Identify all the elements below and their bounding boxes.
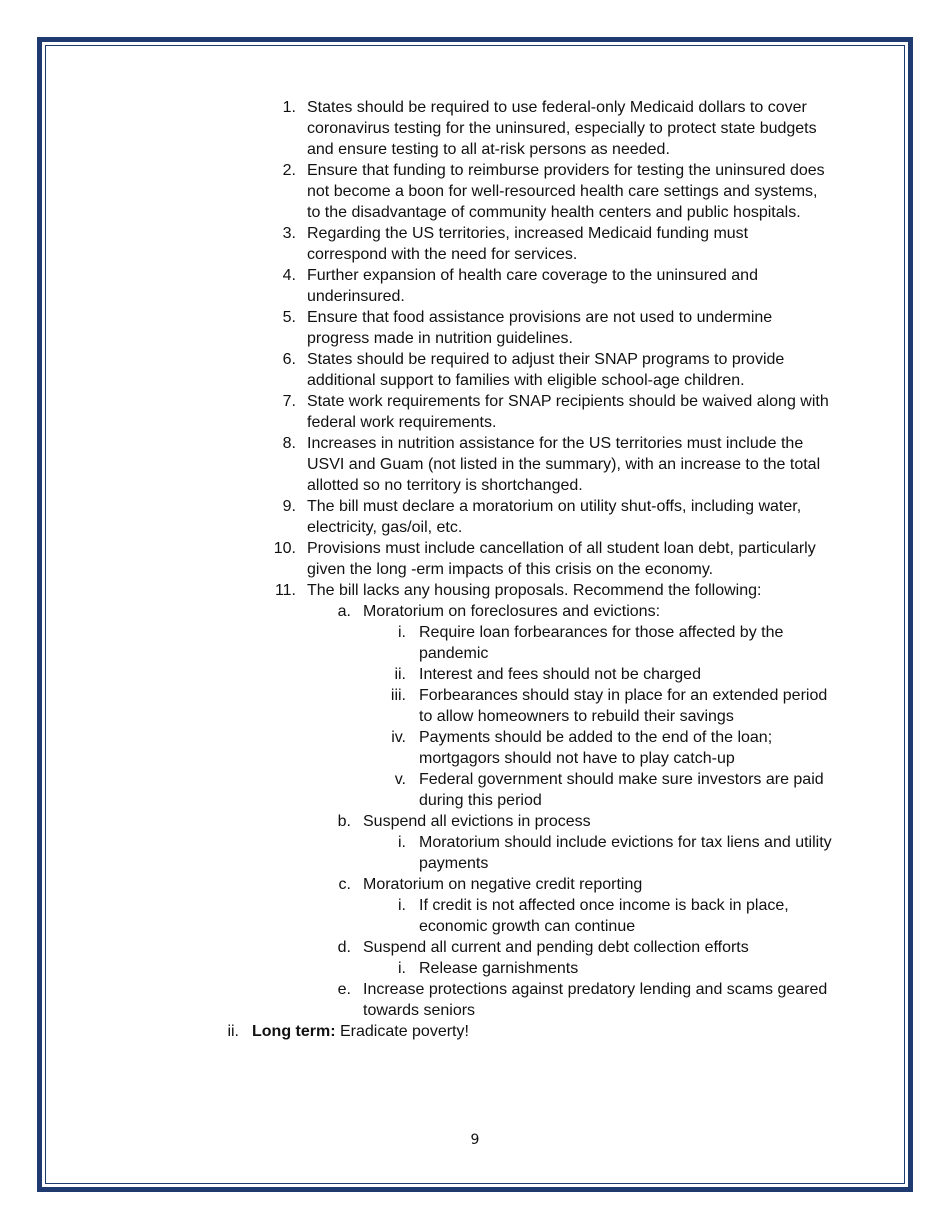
list-item-text: States should be required to use federal-only Medicaid dollars to cover [307, 99, 807, 116]
sublist-item-text: Suspend all evictions in process [363, 813, 591, 830]
list-item-text: electricity, gas/oil, etc. [307, 519, 463, 536]
sublist-item-text: Increase protections against predatory lending and scams geared [363, 981, 828, 998]
list-item-number: 2. [282, 162, 296, 179]
list-item-text: Provisions must include cancellation of all student loan debt, particularly [307, 540, 816, 557]
roman-item-text: Release garnishments [419, 960, 579, 977]
list-item-text: additional support to families with eligible school-age children. [307, 372, 745, 389]
list-item-text: Regarding the US territories, increased Medicaid funding must [307, 225, 749, 242]
list-item-number: 4. [282, 267, 296, 284]
list-item-text: The bill must declare a moratorium on utility shut-offs, including water, [307, 498, 802, 515]
sublist-letter: b. [337, 813, 351, 830]
roman-numeral: i. [398, 960, 406, 977]
sublist-letter: a. [337, 603, 351, 620]
list-item-number: 9. [282, 498, 296, 515]
long-term-label: Long term: [252, 1023, 336, 1040]
roman-numeral: ii. [394, 666, 406, 683]
list-item-number: 7. [282, 393, 296, 410]
roman-item-text: payments [419, 855, 489, 872]
list-item-text: allotted so no territory is shortchanged. [307, 477, 583, 494]
roman-item-text: Interest and fees should not be charged [419, 666, 701, 683]
sublist-letter: c. [338, 876, 351, 893]
roman-item-text: economic growth can continue [419, 918, 636, 935]
roman-item-text: Forbearances should stay in place for an extended period [419, 687, 828, 704]
list-item-number: 6. [282, 351, 296, 368]
roman-item-text: If credit is not affected once income is back in place, [419, 897, 789, 914]
long-term-numeral: ii. [227, 1023, 239, 1040]
roman-item-text: Payments should be added to the end of the loan; [419, 729, 773, 746]
list-item-text: progress made in nutrition guidelines. [307, 330, 573, 347]
sublist-item-text: Moratorium on foreclosures and evictions: [363, 603, 661, 620]
list-item-text: underinsured. [307, 288, 405, 305]
list-item-number: 3. [282, 225, 296, 242]
list-item-text: and ensure testing to all at-risk persons as needed. [307, 141, 670, 158]
sublist-letter: d. [337, 939, 351, 956]
list-item-text: to the disadvantage of community health centers and public hospitals. [307, 204, 801, 221]
list-item-text: correspond with the need for services. [307, 246, 578, 263]
roman-numeral: i. [398, 624, 406, 641]
roman-item-text: Federal government should make sure investors are paid [419, 771, 824, 788]
roman-numeral: iv. [391, 729, 406, 746]
list-item-text: federal work requirements. [307, 414, 497, 431]
list-item-text: Ensure that food assistance provisions are not used to undermine [307, 309, 773, 326]
sublist-letter: e. [337, 981, 351, 998]
roman-item-text: Moratorium should include evictions for tax liens and utility [419, 834, 832, 851]
roman-numeral: v. [394, 771, 406, 788]
list-item-text: The bill lacks any housing proposals. Recommend the following: [307, 582, 762, 599]
list-item-number: 10. [273, 540, 296, 557]
long-term-goal: Eradicate poverty! [335, 1023, 469, 1040]
list-item-text: USVI and Guam (not listed in the summary), with an increase to the total [307, 456, 821, 473]
list-item-text: coronavirus testing for the uninsured, especially to protect state budgets [307, 120, 817, 137]
list-item-text: given the long -erm impacts of this crisis on the economy. [307, 561, 714, 578]
roman-item-text: to allow homeowners to rebuild their savings [419, 708, 734, 725]
roman-item-text: pandemic [419, 645, 489, 662]
list-item-number: 8. [282, 435, 296, 452]
page-number: 9 [470, 1132, 480, 1148]
list-item-text: States should be required to adjust their SNAP programs to provide [307, 351, 785, 368]
roman-numeral: i. [398, 897, 406, 914]
list-item-text: State work requirements for SNAP recipients should be waived along with [307, 393, 829, 410]
roman-item-text: mortgagors should not have to play catch-up [419, 750, 735, 767]
long-term-text [252, 1021, 469, 1042]
list-item-text: Ensure that funding to reimburse providers for testing the uninsured does [307, 162, 825, 179]
list-item-text: Further expansion of health care coverage to the uninsured and [307, 267, 758, 284]
list-item-text: Increases in nutrition assistance for the US territories must include the [307, 435, 804, 452]
sublist-item-text: towards seniors [363, 1002, 476, 1019]
list-item-text: not become a boon for well-resourced health care settings and systems, [307, 183, 818, 200]
list-item-number: 5. [282, 309, 296, 326]
sublist-item-text: Suspend all current and pending debt collection efforts [363, 939, 749, 956]
list-item-number: 1. [282, 99, 296, 116]
roman-item-text: Require loan forbearances for those affected by the [419, 624, 784, 641]
list-item-number: 11. [274, 582, 296, 599]
sublist-item-text: Moratorium on negative credit reporting [363, 876, 643, 893]
roman-item-text: during this period [419, 792, 542, 809]
roman-numeral: i. [398, 834, 406, 851]
roman-numeral: iii. [390, 687, 406, 704]
